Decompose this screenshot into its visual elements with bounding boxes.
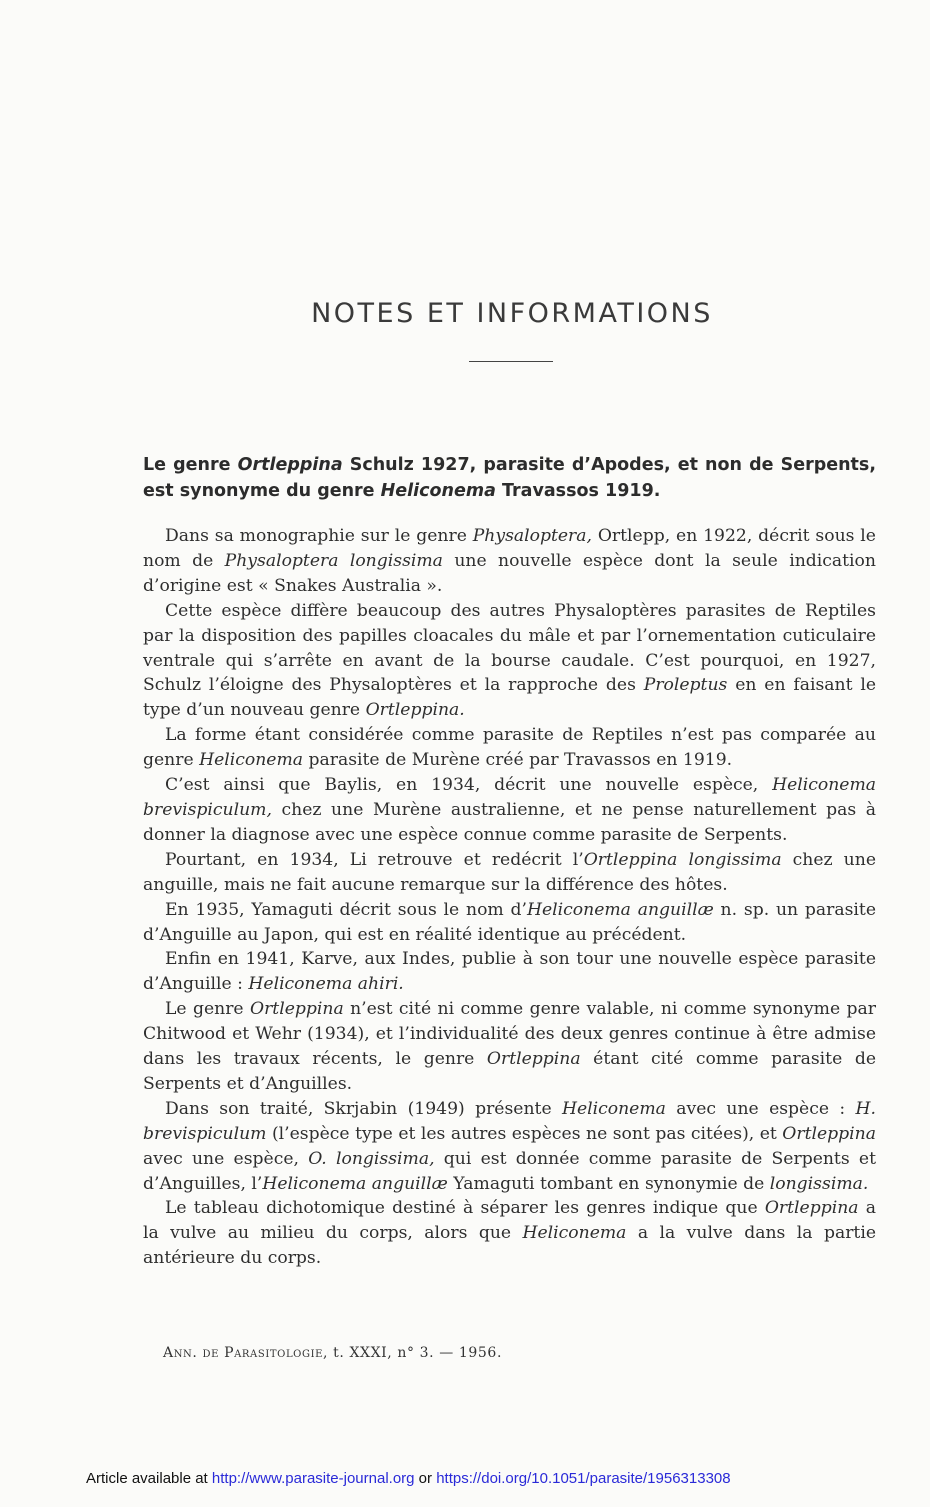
access-banner: Article available at http://www.parasite-journal.org or https://doi.org/10.1051/parasite/1956313308 xyxy=(86,1470,731,1487)
heading-rule xyxy=(469,361,553,362)
journal-link[interactable]: http://www.parasite-journal.org xyxy=(211,1470,415,1487)
paragraph-3: La forme étant considérée comme parasite de Reptiles n’est pas comparée au genre Heliconema parasite de Murène créé par Travassos en 1919. xyxy=(143,725,876,771)
doi-link[interactable]: https://doi.org/10.1051/parasite/1956313308 xyxy=(436,1470,731,1487)
title-genus-heliconema: Heliconema xyxy=(380,481,496,501)
paragraph-6: En 1935, Yamaguti décrit sous le nom d’Heliconema anguillæ n. sp. un parasite d’Anguille au Japon, qui est en réalité identique au précédent. xyxy=(143,899,876,945)
title-text: Le genre xyxy=(143,455,238,475)
article-body xyxy=(143,524,876,1271)
journal-issue: t. XXXI, n° 3. — 1956. xyxy=(328,1345,502,1361)
title-text: Schulz 1927, parasite d’Apodes, et non de Serpents, est synonyme du genre xyxy=(143,455,876,501)
paragraph-10: Le tableau dichotomique destiné à séparer les genres indique que Ortleppina a la vulve au milieu du corps, alors que Heliconema a la vulve dans la partie antérieure du corps. xyxy=(143,1198,876,1269)
journal-name: Ann. de Parasitologie, xyxy=(163,1345,329,1361)
section-heading: NOTES ET INFORMATIONS xyxy=(311,298,713,329)
paragraph-5: Pourtant, en 1934, Li retrouve et redécrit l’Ortleppina longissima chez une anguille, mais ne fait aucune remarque sur la différence des hôtes. xyxy=(143,849,876,895)
title-genus-ortleppina: Ortleppina xyxy=(237,455,343,475)
paragraph-7: Enfin en 1941, Karve, aux Indes, publie à son tour une nouvelle espèce parasite d’Anguille : Heliconema ahiri. xyxy=(143,949,876,995)
paragraph-9: Dans son traité, Skrjabin (1949) présente Heliconema avec une espèce : H. brevispiculum (l’espèce type et les autres espèces ne sont pas citées), et Ortleppina avec une espèce, O. longissima, qui est donnée comme parasite de Serpents et d’Anguilles, l’Heliconema anguillæ Yamaguti tombant en synonymie de longissima. xyxy=(143,1098,876,1194)
paragraph-2: Cette espèce diffère beaucoup des autres Physaloptères parasites de Reptiles par la disposition des papilles cloacales du mâle et par l’ornementation cuticulaire ventrale qui s’arrête en avant de la bourse caudale. C’est pourquoi, en 1927, Schulz l’éloigne des Physaloptères et la rapproche des Proleptus en en faisant le type d’un nouveau genre Ortleppina. xyxy=(143,600,876,721)
paragraph-8: Le genre Ortleppina n’est cité ni comme genre valable, ni comme synonyme par Chitwood et Wehr (1934), et l’individualité des deux genres continue à être admise dans les travaux récents, le genre Ortleppina étant cité comme parasite de Serpents et d’Anguilles. xyxy=(143,999,876,1094)
article-title xyxy=(143,452,876,504)
paragraph-1: Dans sa monographie sur le genre Physaloptera, Ortlepp, en 1922, décrit sous le nom de Physaloptera longissima une nouvelle espèce dont la seule indication d’origine est « Snakes Australia ». xyxy=(143,526,876,596)
paragraph-4: C’est ainsi que Baylis, en 1934, décrit une nouvelle espèce, Heliconema brevispiculum, chez une Murène australienne, et ne pense naturellement pas à donner la diagnose avec une espèce connue comme parasite de Serpents. xyxy=(143,775,876,845)
journal-footer xyxy=(163,1345,502,1361)
title-text: Travassos 1919. xyxy=(495,481,661,501)
